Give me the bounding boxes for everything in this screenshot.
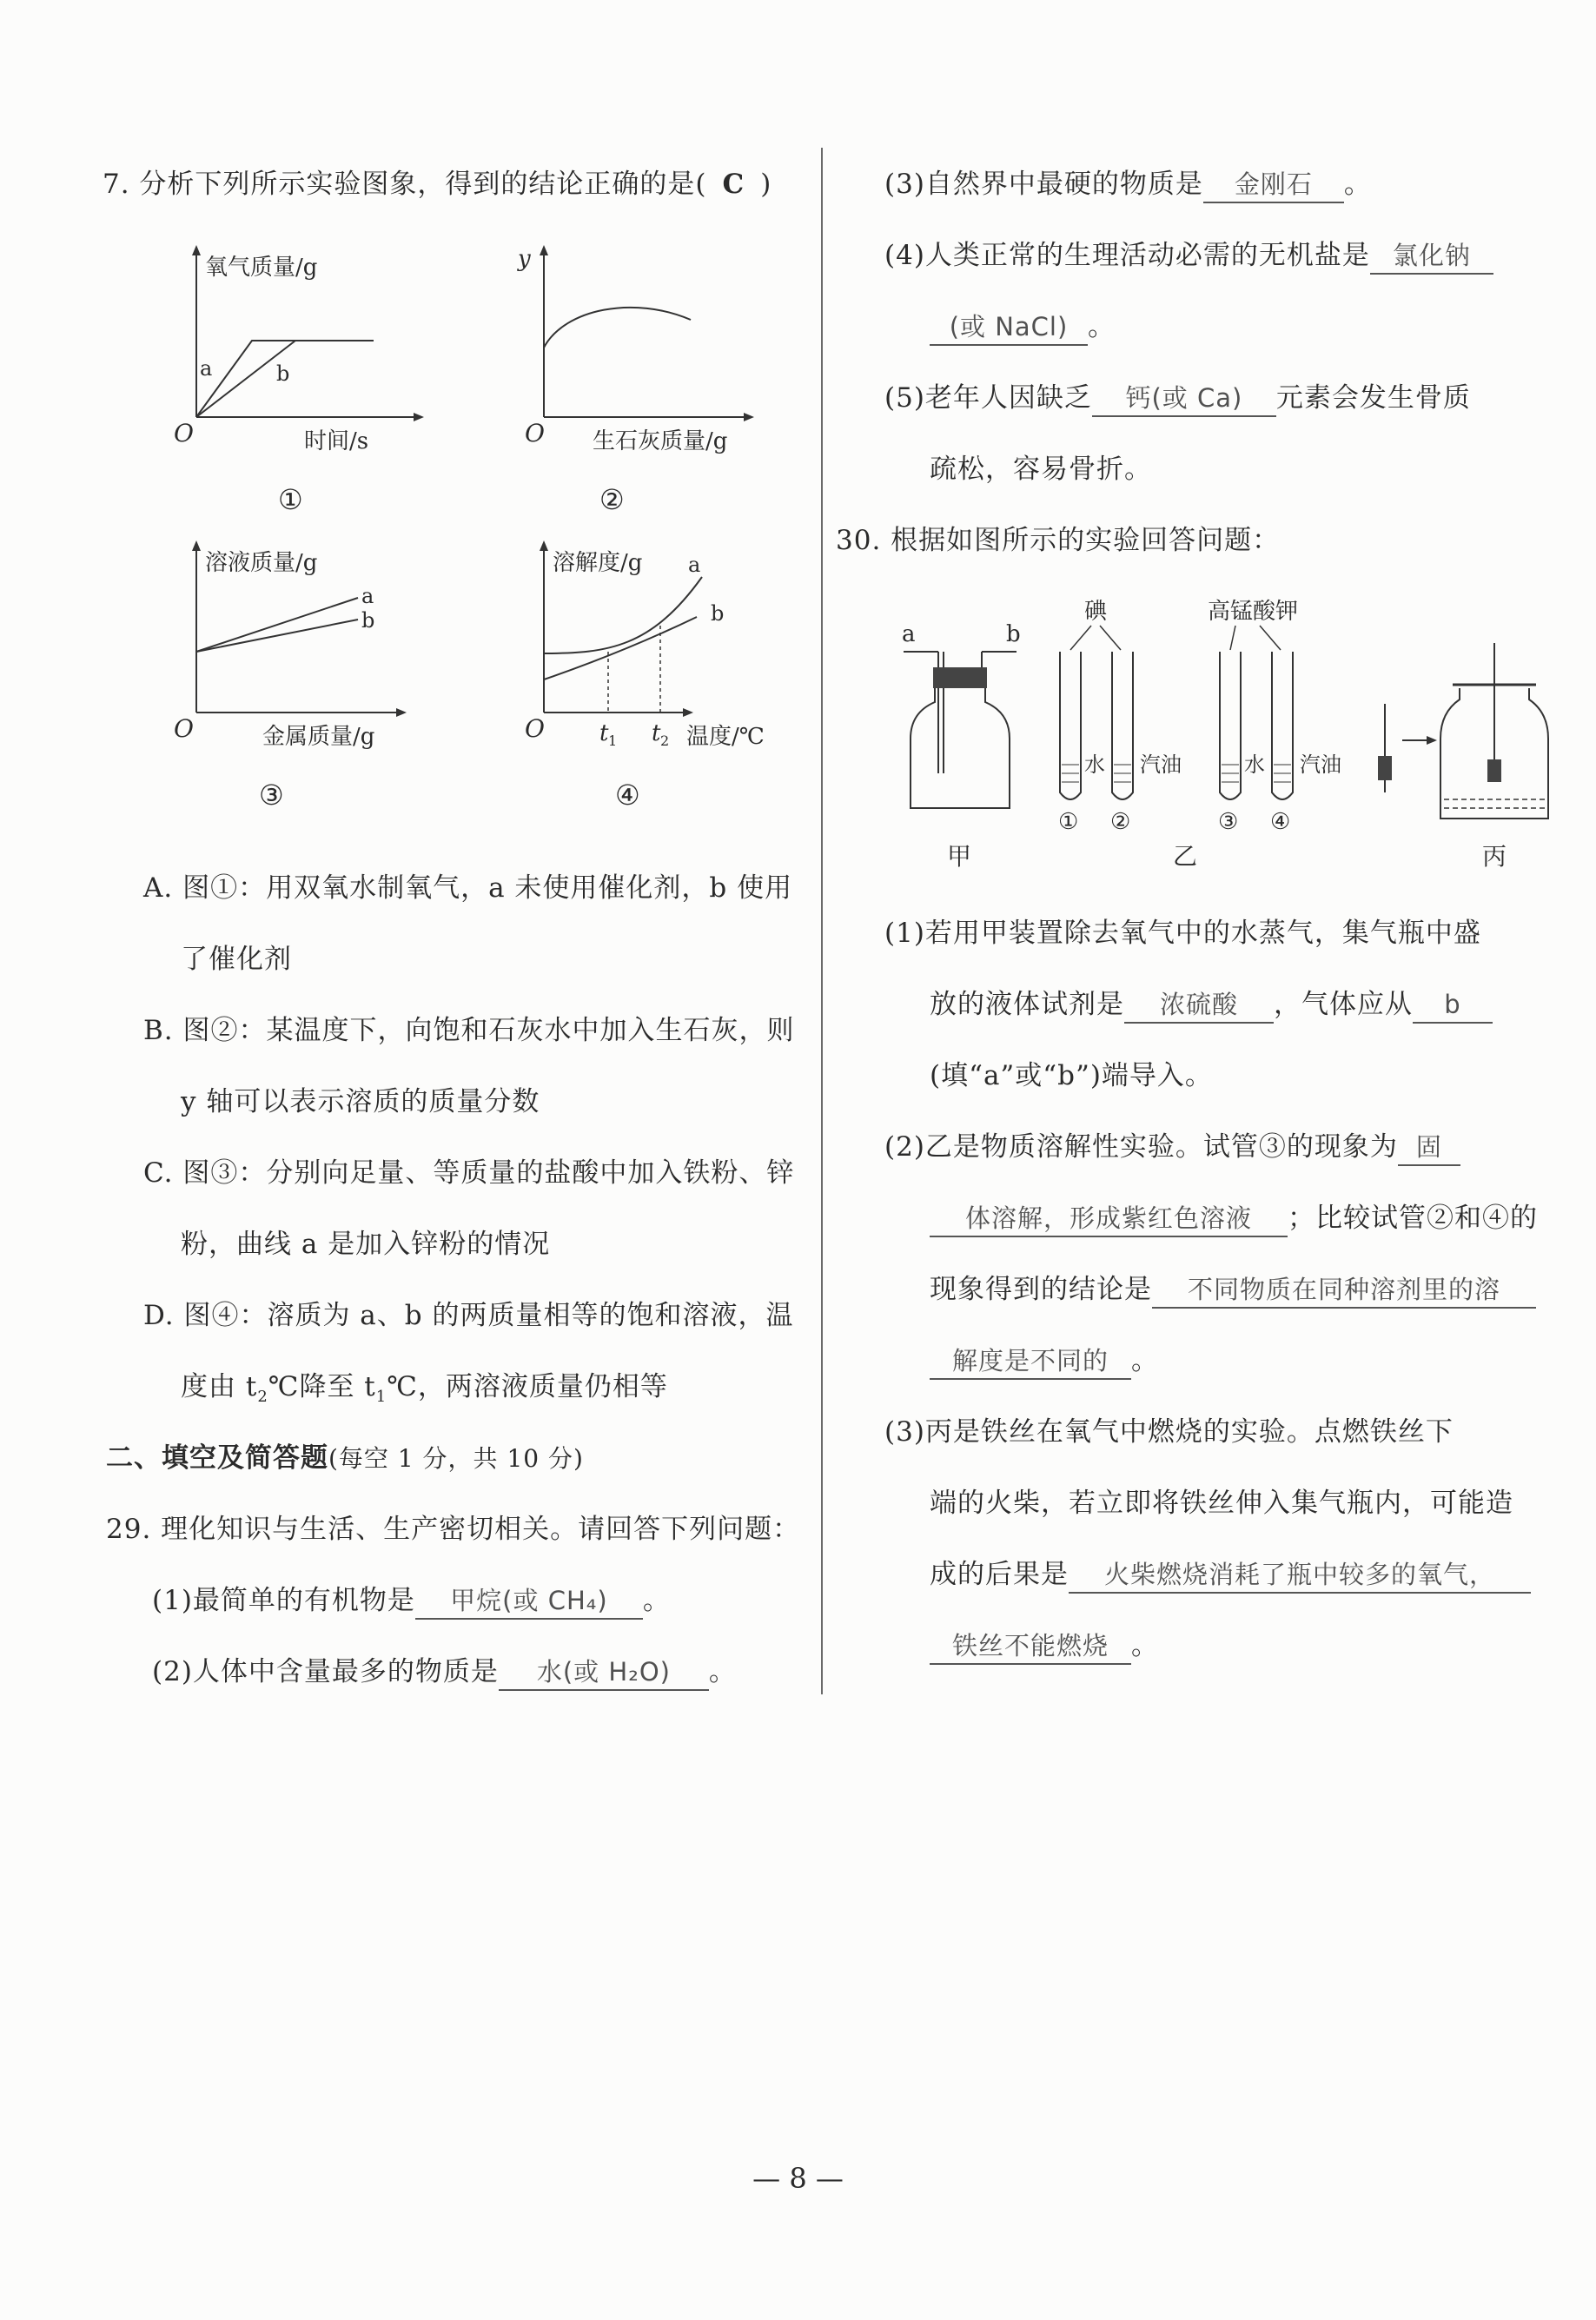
graph-4-ylabel: 溶解度/g — [553, 550, 643, 576]
svg-text:③: ③ — [1218, 809, 1239, 835]
svg-text:乙: 乙 — [1173, 842, 1198, 871]
q29-answer-5: 钙(或 Ca) — [1092, 381, 1276, 417]
svg-text:a: a — [902, 621, 916, 647]
q29-part-3: (3)自然界中最硬的物质是 金刚石 。 — [884, 165, 1372, 203]
q30-part-2-line3: 现象得到的结论是 不同物质在同种溶剂里的溶 — [930, 1270, 1536, 1309]
q7-option-b-line1: B. 图②：某温度下，向饱和石灰水中加入生石灰，则 — [143, 1015, 795, 1046]
q30-answer-1: 浓硫酸 — [1124, 987, 1274, 1024]
graph-2-ylabel: y — [518, 246, 531, 272]
graph-2-curve — [544, 308, 691, 348]
graph-1-label-b: b — [276, 361, 290, 386]
page-number: — 8 — — [752, 2162, 844, 2195]
svg-text:①: ① — [1058, 809, 1079, 835]
q7-option-d-line2: 度由 $t_2℃$降至 $t_1℃$，两溶液质量仍相等 — [181, 1371, 668, 1407]
svg-text:汽油: 汽油 — [1300, 752, 1341, 777]
svg-text:高锰酸钾: 高锰酸钾 — [1208, 599, 1299, 625]
q30-answer-2b: 体溶解，形成紫红色溶液 — [930, 1201, 1288, 1237]
q30-part-3-line3: 成的后果是 火柴燃烧消耗了瓶中较多的氧气， — [930, 1555, 1531, 1594]
q7-option-c-line1: C. 图③：分别向足量、等质量的盐酸中加入铁粉、锌 — [143, 1157, 795, 1189]
graph-3-origin: O — [174, 714, 194, 743]
q29-part-4: (4)人类正常的生理活动必需的无机盐是 氯化钠 — [884, 236, 1493, 275]
q30-stem: 30. 根据如图所示的实验回答问题： — [836, 525, 1281, 556]
graph-1-origin: O — [174, 419, 194, 447]
q30-answer-2a: 固 — [1398, 1130, 1460, 1166]
svg-text:水: 水 — [1244, 752, 1265, 777]
section-2-heading: 二、填空及简答题(每空 1 分，共 10 分) — [106, 1442, 584, 1474]
graph-1 — [165, 243, 426, 521]
q30-part-1-line3: (填“a”或“b”)端导入。 — [930, 1060, 1213, 1091]
q30-answer-2c: 不同物质在同种溶剂里的溶 — [1152, 1272, 1536, 1309]
apparatus-bing — [1378, 643, 1548, 871]
q29-answer-3: 金刚石 — [1203, 167, 1344, 203]
q29-stem: 29. 理化知识与生活、生产密切相关。请回答下列问题： — [106, 1514, 801, 1545]
graph-3 — [165, 539, 426, 817]
q30-part-1-line1: (1)若用甲装置除去氧气中的水蒸气，集气瓶中盛 — [884, 918, 1481, 949]
graph-4-label-a: a — [688, 553, 701, 577]
q7-stem: 7. 分析下列所示实验图象，得到的结论正确的是( C ) — [103, 169, 772, 200]
svg-text:②: ② — [1110, 809, 1131, 835]
svg-text:汽油: 汽油 — [1140, 752, 1182, 777]
q30-part-3-line1: (3)丙是铁丝在氧气中燃烧的实验。点燃铁丝下 — [884, 1416, 1454, 1448]
q30-answer-3b: 铁丝不能燃烧 — [930, 1628, 1131, 1665]
column-divider — [821, 148, 823, 1694]
q29-answer-4b: (或 NaCl) — [930, 309, 1088, 346]
q30-part-2-line1: (2)乙是物质溶解性实验。试管③的现象为 固 — [884, 1128, 1460, 1166]
graph-2-origin: O — [525, 419, 545, 447]
graph-4-tick-t1-sub: 1 — [608, 732, 618, 749]
graph-2 — [513, 243, 773, 521]
graph-3-label-a: a — [361, 584, 374, 608]
graph-1-label-a: a — [200, 356, 213, 381]
graph-4-curve-a — [544, 577, 702, 653]
q30-part-2-line4: 解度是不同的 。 — [930, 1342, 1159, 1380]
q29-answer-1: 甲烷(或 CH₄) — [415, 1583, 643, 1620]
q30-part-3-line4: 铁丝不能燃烧 。 — [930, 1627, 1159, 1665]
graph-4-tick-t2-sub: 2 — [660, 732, 670, 749]
q29-part-4-cont: (或 NaCl) 。 — [930, 308, 1116, 346]
graph-4-origin: O — [525, 714, 545, 743]
svg-text:④: ④ — [1270, 809, 1291, 835]
q29-answer-2: 水(或 H₂O) — [499, 1654, 709, 1691]
q7-option-c-line2: 粉，曲线 a 是加入锌粉的情况 — [181, 1229, 551, 1260]
graph-4-tick-t1: t — [599, 720, 609, 746]
graph-4-tick-t2: t — [652, 720, 661, 746]
graph-3-xlabel: 金属质量/g — [262, 724, 375, 750]
svg-text:b: b — [1006, 621, 1021, 647]
svg-text:甲: 甲 — [947, 842, 972, 871]
apparatus-jia — [902, 621, 1021, 871]
graph-2-xlabel: 生石灰质量/g — [593, 428, 728, 454]
svg-text:碘: 碘 — [1084, 599, 1108, 625]
graph-4-label-b: b — [711, 601, 725, 626]
q29-answer-4a: 氯化钠 — [1370, 238, 1493, 275]
q30-part-2-line2: 体溶解，形成紫红色溶液 ；比较试管②和④的 — [930, 1199, 1538, 1237]
svg-text:水: 水 — [1084, 752, 1105, 777]
graph-4-xlabel: 温度/℃ — [686, 724, 765, 750]
q7-option-a-line1: A. 图①：用双氧水制氧气，a 未使用催化剂，b 使用 — [143, 872, 793, 904]
q29-part-2: (2)人体中含量最多的物质是 水(或 H₂O) 。 — [152, 1653, 737, 1691]
q29-part-1: (1)最简单的有机物是 甲烷(或 CH₄) 。 — [152, 1581, 671, 1620]
graph-4 — [513, 539, 773, 817]
q30-part-3-line2: 端的火柴，若立即将铁丝伸入集气瓶内，可能造 — [930, 1488, 1513, 1519]
graph-4-number: ④ — [615, 779, 640, 812]
graph-1-xlabel: 时间/s — [304, 428, 369, 454]
apparatus-yi — [1058, 599, 1341, 871]
q7-option-b-line2: y 轴可以表示溶质的质量分数 — [181, 1086, 540, 1117]
graph-4-curve-b — [544, 617, 697, 679]
svg-text:丙: 丙 — [1482, 842, 1507, 871]
q30-answer-1b: b — [1413, 987, 1493, 1024]
q30-apparatus-figure — [895, 591, 1555, 886]
graph-1-ylabel: 氧气质量/g — [205, 255, 318, 281]
q30-part-1-line2: 放的液体试剂是 浓硫酸 ，气体应从 b — [930, 985, 1493, 1024]
graph-1-number: ① — [278, 483, 303, 516]
graph-3-label-b: b — [361, 608, 375, 633]
graph-3-number: ③ — [259, 779, 284, 812]
q30-answer-3a: 火柴燃烧消耗了瓶中较多的氧气， — [1069, 1557, 1531, 1594]
q7-option-d-line1: D. 图④：溶质为 a、b 的两质量相等的饱和溶液，温 — [143, 1300, 794, 1331]
graph-2-number: ② — [599, 483, 625, 516]
q29-part-5-cont: 疏松，容易骨折。 — [930, 454, 1152, 485]
q30-answer-2d: 解度是不同的 — [930, 1343, 1131, 1380]
q7-answer: C — [722, 169, 745, 200]
q29-part-5: (5)老年人因缺乏 钙(或 Ca) 元素会发生骨质 — [884, 379, 1471, 417]
q7-option-a-line2: 了催化剂 — [181, 944, 292, 975]
graph-3-ylabel: 溶液质量/g — [205, 550, 318, 576]
